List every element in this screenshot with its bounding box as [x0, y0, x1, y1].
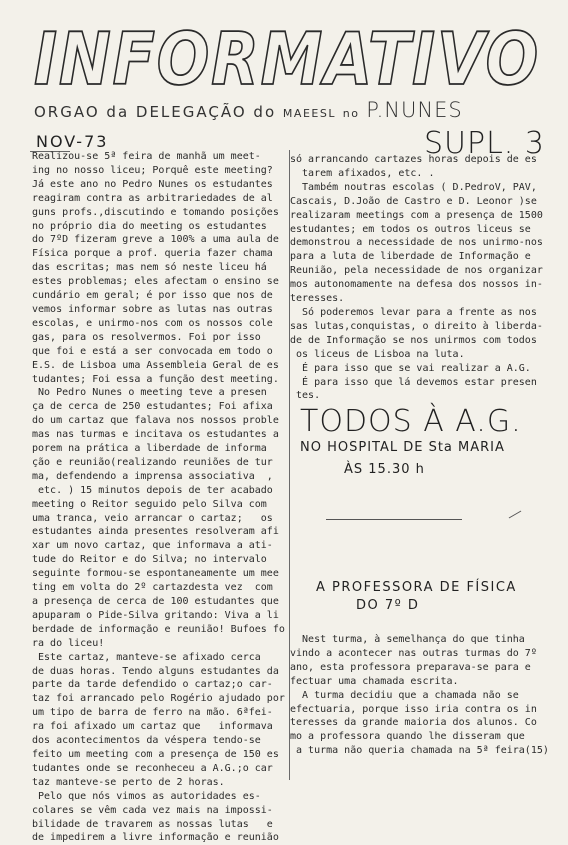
masthead-title: INFORMATIVO — [34, 17, 540, 101]
section-separator — [326, 519, 462, 520]
masthead-title-outline — [28, 16, 548, 101]
masthead-subtitle — [34, 98, 463, 122]
announcement-headline: TODOS À A.G. — [300, 404, 522, 439]
left-column-article: Realizou-se 5ª feira de manhã um meet- ing no nosso liceu; Porquê este meeting? Já este ano no Pedro Nunes os estudantes reagiram contra as arbitrariedades de al guns profs.,discutindo e tomando posições no próprio dia do meeting os estudantes do 7ºD fizeram greve a 100% a uma aula de Física porque a prof. queria fazer chama das escritas; mas nem só neste liceu há estes problemas; eles afectam o ensino se cundário em geral; é por isso que nos de vemos informar sobre as lutas nas outras escolas, e unirmo-nos com os nossos cole gas, para os resolvermos. Foi por isso que foi e está a ser convocada em todo o E.S. de Lisboa uma Assembleia Geral de es tudantes; Foi essa a função dest meeting. No Pedro Nunes o meeting teve a presen ça de cerca de 250 estudantes; Foi afixa do um cartaz que falava nos nossos proble mas nas turmas e incitava os estudantes a porem na prática a liberdade de informa ção e reunião(realizando reuniões de tur ma, defendendo a imprensa associativa , etc. ) 15 minutos depois de ter acabado meeting o Reitor seguido pelo Silva com uma tranca, veio arrancar o cartaz; os estudantes ainda presentes resolveram afi xar um novo cartaz, que informava a ati- tude do Reitor e do Silva; no intervalo seguinte formou-se espontaneamente um mee ting em volta do 2º cartazdesta vez com a presença de cerca de 100 estudantes que apuparam o Pide-Silva gritando: Viva a li berdade de informação e reunião! Bufoes fo ra do liceu! Este cartaz, manteve-se afixado cerca de duas horas. Tendo alguns estudantes da parte da tarde defendido o cartaz;o car- taz foi arrancado pelo Rogério ajudado por um tipo de barra de ferro na mão. 6ªfei- ra foi afixado um cartaz que informava dos acontecimentos da véspera tendo-se feito um meeting com a presença de 150 es tudantes onde se reconheceu a A.G.;o car taz manteve-se perto de 2 horas. Pelo que nós vimos as autoridades es- colares se vêm cada vez mais na impossi- bilidade de travarem as nossas lutas e de impedirem a livre informação e reunião — [32, 151, 285, 844]
second-article-text: Nest turma, à semelhança do que tinha vindo a acontecer nas outras turmas do 7º ano, esta professora preparava-se para e fectuar uma chamada escrita. A turma decidiu que a chamada não se efectuaria, porque isso iria contra os in teresses da grande maioria dos alunos. Co mo a professora quando lhe disseram que a turma não queria chamada na 5ª feira(15) — [290, 634, 549, 757]
issue-date: NOV-73 — [36, 132, 109, 151]
subtitle-mid: no — [342, 107, 360, 120]
section-separator-dash — [509, 511, 522, 519]
subtitle-org: MAEESL — [282, 107, 336, 120]
article-subtitle: DO 7º D — [356, 598, 420, 613]
subtitle-prefix: ORGAO da DELEGAÇÃO do — [34, 103, 277, 121]
article-title: A PROFESSORA DE FÍSICA — [316, 580, 517, 595]
announcement-location: NO HOSPITAL DE Sta MARIA — [300, 440, 505, 455]
supplement-label: SUPL. 3 — [424, 126, 545, 161]
subtitle-school: P.NUNES — [366, 98, 463, 122]
announcement-time: ÀS 15.30 h — [344, 462, 425, 477]
right-column-article: só arrancando cartazes horas depois de es tarem afixados, etc. . Também noutras escolas ( D.PedroV, PAV, Cascais, D.João de Castro e D. Leonor )se realizaram meetings com a presença de 1500 estudantes; em todos os outros liceus se demonstrou a necessidade de nos unirmo-nos para a luta de liberdade de Informação e Reunião, pela necessidade de nos organizar mos autonomamente na defesa dos nossos in- teresses. Só poderemos levar para a frente as nos sas lutas,conquistas, o direito à liberda- de de Informação se nos unirmos com todos os liceus de Lisboa na luta. É para isso que se vai realizar a A.G. É para isso que lá devemos estar presen tes. — [290, 154, 543, 402]
